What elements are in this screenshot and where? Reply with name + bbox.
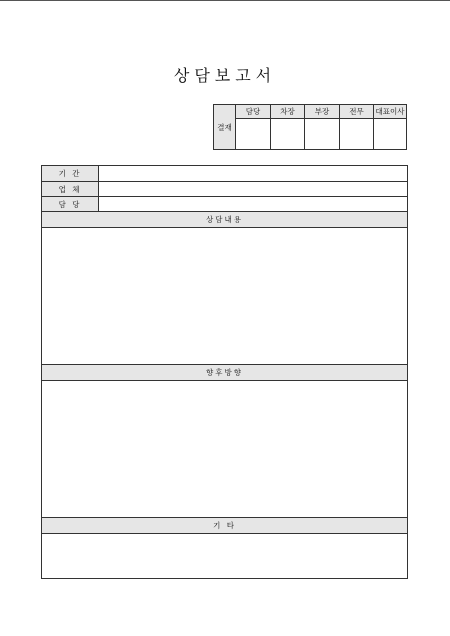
form-row-label: 업 체 bbox=[42, 182, 99, 196]
section-header-consultation: 상담내용 bbox=[42, 212, 407, 228]
approval-column-staff bbox=[236, 105, 271, 149]
approval-column-director bbox=[340, 105, 374, 149]
top-border-line bbox=[0, 0, 450, 1]
approval-header: 부장 bbox=[305, 105, 339, 119]
section-area-future-direction bbox=[42, 381, 407, 517]
consultation-form bbox=[41, 165, 408, 579]
approval-header: 대표이사 bbox=[374, 105, 406, 119]
approval-table bbox=[213, 104, 407, 150]
form-row-company bbox=[42, 182, 407, 197]
form-row-label: 기 간 bbox=[42, 166, 99, 181]
document-title: 상담보고서 bbox=[173, 66, 277, 85]
section-header-other: 기 타 bbox=[42, 517, 407, 534]
approval-column-deputy bbox=[271, 105, 305, 149]
form-row-person bbox=[42, 197, 407, 212]
section-area-consultation bbox=[42, 228, 407, 364]
form-row-label: 담 당 bbox=[42, 197, 99, 211]
approval-header: 전무 bbox=[340, 105, 373, 119]
approval-header: 차장 bbox=[271, 105, 304, 119]
approval-side-label: 결재 bbox=[214, 105, 236, 149]
section-area-other bbox=[42, 534, 407, 578]
form-row-period bbox=[42, 166, 407, 182]
approval-column-ceo bbox=[374, 105, 406, 149]
section-header-future-direction: 향후방향 bbox=[42, 364, 407, 381]
approval-header: 담당 bbox=[236, 105, 270, 119]
approval-column-manager bbox=[305, 105, 340, 149]
